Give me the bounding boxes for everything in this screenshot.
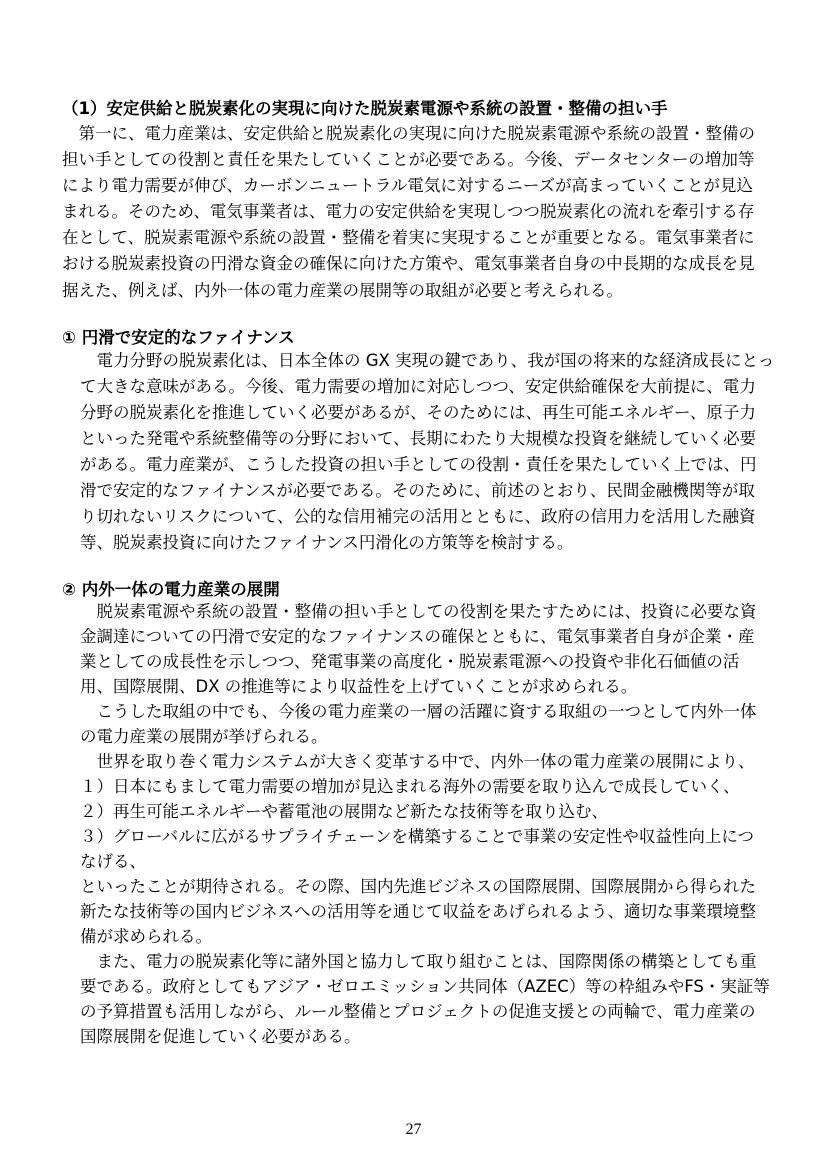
text-line: 要である。政府としてもアジア・ゼロエミッション共同体（AZEC）等の枠組みやFS・実証等 [80,977,770,996]
finance-paragraph [80,348,774,556]
text-line: まれる。そのため、電気事業者は、電力の安定供給を実現しつつ脱炭素化の流れを牽引する存 [62,202,755,222]
text-line: 第一に、電力産業は、安定供給と脱炭素化の実現に向けた脱炭素電源や系統の設置・整備の [78,124,755,143]
text-line: 新たな技術等の国内ビジネスへの活用等を通じて収益をあげられるよう、適切な事業環境整 [80,902,757,921]
text-line: 据えた、例えば、内外一体の電力産業の展開等の取組が必要と考えられる。 [62,280,623,300]
text-line: により電力需要が伸び、カーボンニュートラル電気に対するニーズが高まっていくことが見込 [62,176,754,196]
text-line: といったことが期待される。その際、国内先進ビジネスの国際展開、国際展開から得られた [80,877,757,896]
text-line: の予算措置も活用しながら、ルール整備とプロジェクトの促進支援との両輪で、電力産業の [80,1002,756,1021]
subsection-heading-integrated-industry: ② 内外一体の電力産業の展開 [62,580,280,599]
text-line: 国際展開を促進していく必要がある。 [80,1027,361,1046]
integrated-industry-paragraph [80,599,770,1049]
text-line: て大きな意味がある。今後、電力需要の増加に対応しつつ、安定供給確保を大前提に、電力 [80,377,756,396]
intro-paragraph [62,121,755,304]
text-line: 在として、脱炭素電源や系統の設置・整備を着実に実現することが重要となる。電気事業者に [62,228,755,248]
text-line: 業としての成長性を示しつつ、発電事業の高度化・脱炭素電源への投資や非化石価値の活 [80,652,740,671]
text-line: 分野の脱炭素化を推進していく必要があるが、そのためには、再生可能エネルギー、原子力 [80,403,756,422]
text-line: 電力分野の脱炭素化は、日本全体の GX 実現の鍵であり、我が国の将来的な経済成長にとっ [96,351,775,370]
text-line: り切れないリスクについて、公的な信用補完の活用とともに、政府の信用力を活用した融資 [80,507,756,526]
text-line: 脱炭素電源や系統の設置・整備の担い手としての役割を果たすためには、投資に必要な資 [96,602,757,621]
page-number: 27 [405,1121,422,1138]
text-line: 滑で安定的なファイナンスが必要である。そのために、前述のとおり、民間金融機関等が取 [80,481,755,500]
text-line: 備が求められる。 [80,927,212,946]
text-line: こうした取組の中でも、今後の電力産業の一層の活躍に資する取組の一つとして内外一体 [96,702,757,721]
text-line: 等、脱炭素投資に向けたファイナンス円滑化の方策等を検討する。 [80,533,574,552]
text-line: 担い手としての役割と責任を果たしていくことが必要である。今後、データセンターの増加等 [62,150,755,170]
list-item: ３）グローバルに広がるサプライチェーンを構築することで事業の安定性や収益性向上につ [80,827,755,846]
text-line: おける脱炭素投資の円滑な資金の確保に向けた方策や、電気事業者自身の中長期的な成長を見 [62,254,755,274]
text-line: といった発電や系統整備等の分野において、長期にわたり大規模な投資を継続していく必要 [80,429,757,448]
text-line: 世界を取り巻く電力システムが大きく変革する中で、内外一体の電力産業の展開により、 [96,752,755,771]
text-line: の電力産業の展開が挙げられる。 [80,727,328,746]
text-line: また、電力の脱炭素化等に諸外国と協力して取り組むことは、国際関係の構築としても重 [96,952,757,971]
text-line: なげる、 [80,852,146,871]
text-line: がある。電力産業が、こうした投資の担い手としての役割・責任を果たしていく上では、円 [80,455,757,474]
section-heading: （1）安定供給と脱炭素化の実現に向けた脱炭素電源や系統の設置・整備の担い手 [62,99,668,118]
text-line: 金調達についての円滑で安定的なファイナンスの確保とともに、電気事業者自身が企業・産 [80,627,755,646]
list-item: １）日本にもまして電力需要の増加が見込まれる海外の需要を取り込んで成長していく、 [80,777,740,796]
list-item: ２）再生可能エネルギーや蓄電池の展開など新たな技術等を取り込む、 [80,802,608,821]
text-line: 用、国際展開、DX の推進等により収益性を上げていくことが求められる。 [80,677,638,696]
subsection-heading-finance: ① 円滑で安定的なファイナンス [62,328,295,347]
